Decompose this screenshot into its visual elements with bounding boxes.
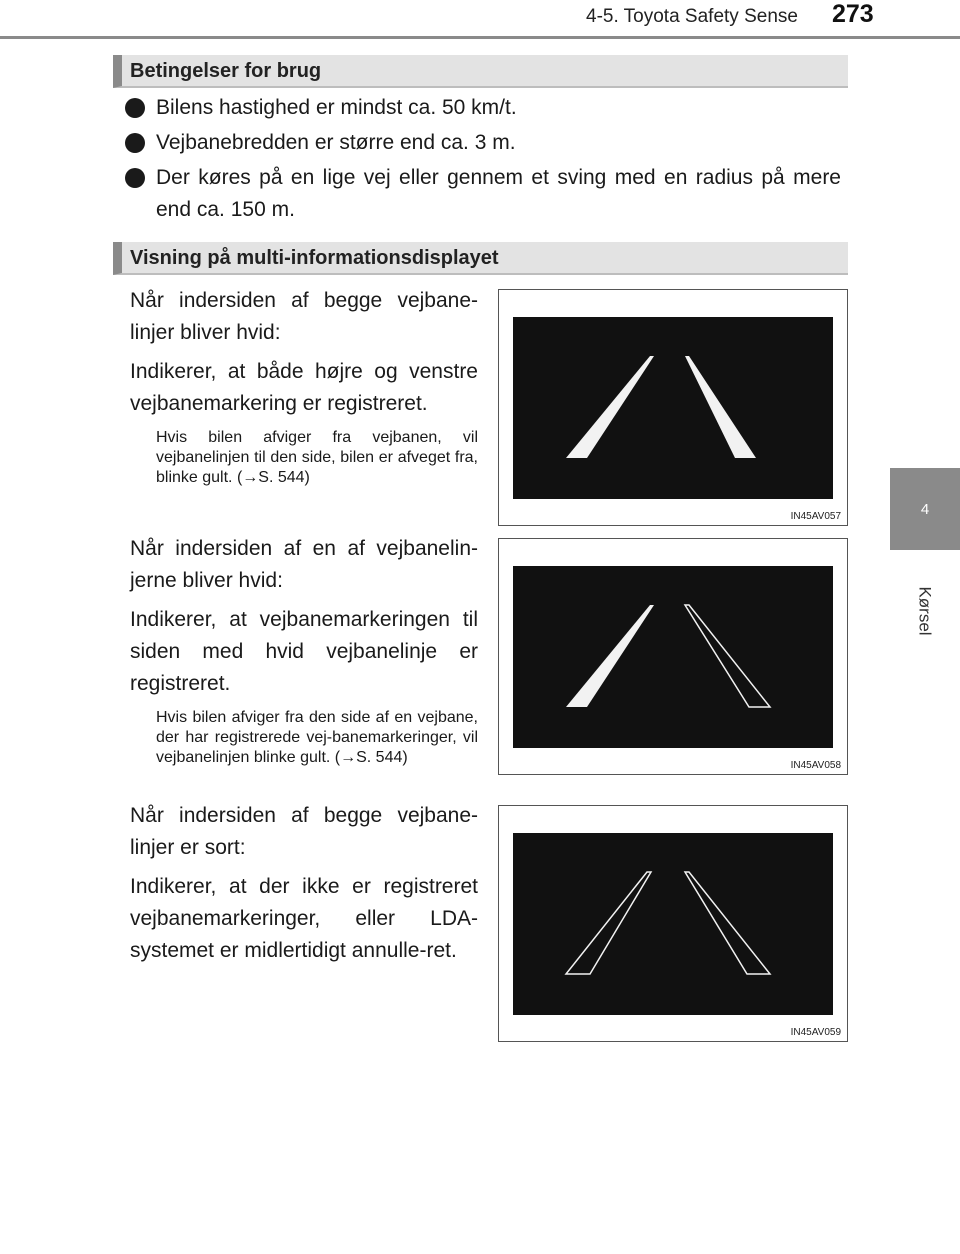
section-heading-display: Visning på multi-informationsdisplayet (113, 242, 848, 275)
chapter-number: 4 (920, 500, 930, 518)
chapter-tab (890, 468, 960, 550)
entry-note: Hvis bilen afviger fra den side af en vejbane, der har registrerede vej-banemarkeringer, vil vejbanelinjen blinke gult. (→S. 544) (156, 709, 478, 766)
section-heading-conditions: Betingelser for brug (113, 55, 848, 88)
display-screen (513, 833, 833, 1015)
lane-display-both-black (513, 833, 833, 1015)
header-section-title: 4-5. Toyota Safety Sense (586, 6, 798, 27)
entry-condition: Når indersiden af begge vejbane-linjer er sort: (130, 804, 478, 859)
entry-condition: Når indersiden af en af vejbanelin-jerne bliver hvid: (130, 537, 478, 592)
list-item (125, 127, 841, 159)
entry-meaning: Indikerer, at der ikke er registreret vejbanemarkeringer, eller LDA-systemet er midlertidigt annulle-ret. (130, 875, 478, 962)
figure-id: IN45AV058 (790, 760, 841, 771)
bullet-icon (125, 168, 145, 188)
entry-meaning: Indikerer, at vejbanemarkeringen til siden med hvid vejbanelinje er registreret. (130, 608, 478, 695)
list-item (125, 92, 841, 124)
bullet-icon (125, 133, 145, 153)
page-number: 273 (832, 0, 874, 28)
display-screen (513, 566, 833, 748)
lane-display-left-white (513, 566, 833, 748)
chapter-label-container (890, 556, 960, 666)
display-figure-2 (498, 538, 848, 775)
chapter-label: Kørsel (916, 586, 935, 636)
list-item-text: Vejbanebredden er større end ca. 3 m. (156, 131, 516, 154)
entry-meaning: Indikerer, at både højre og venstre vejbanemarkering er registreret. (130, 360, 478, 415)
figure-id: IN45AV059 (790, 1027, 841, 1038)
list-item-text: Der køres på en lige vej eller gennem et sving med en radius på mere end ca. 150 m. (156, 166, 841, 221)
entry-condition: Når indersiden af begge vejbane-linjer bliver hvid: (130, 289, 478, 344)
display-figure-3 (498, 805, 848, 1042)
lane-display-both-white (513, 317, 833, 499)
bullet-icon (125, 98, 145, 118)
list-item (125, 162, 841, 226)
conditions-list (125, 92, 841, 229)
display-figure-1 (498, 289, 848, 526)
display-entry-3 (130, 800, 478, 974)
display-entry-1 (130, 285, 478, 488)
figure-id: IN45AV057 (790, 511, 841, 522)
entry-note: Hvis bilen afviger fra vejbanen, vil vejbanelinjen til den side, bilen er afveget fra, blinke gult. (→S. 544) (156, 429, 478, 486)
header-rule (0, 36, 960, 39)
list-item-text: Bilens hastighed er mindst ca. 50 km/t. (156, 96, 517, 119)
display-screen (513, 317, 833, 499)
display-entry-2 (130, 533, 478, 768)
